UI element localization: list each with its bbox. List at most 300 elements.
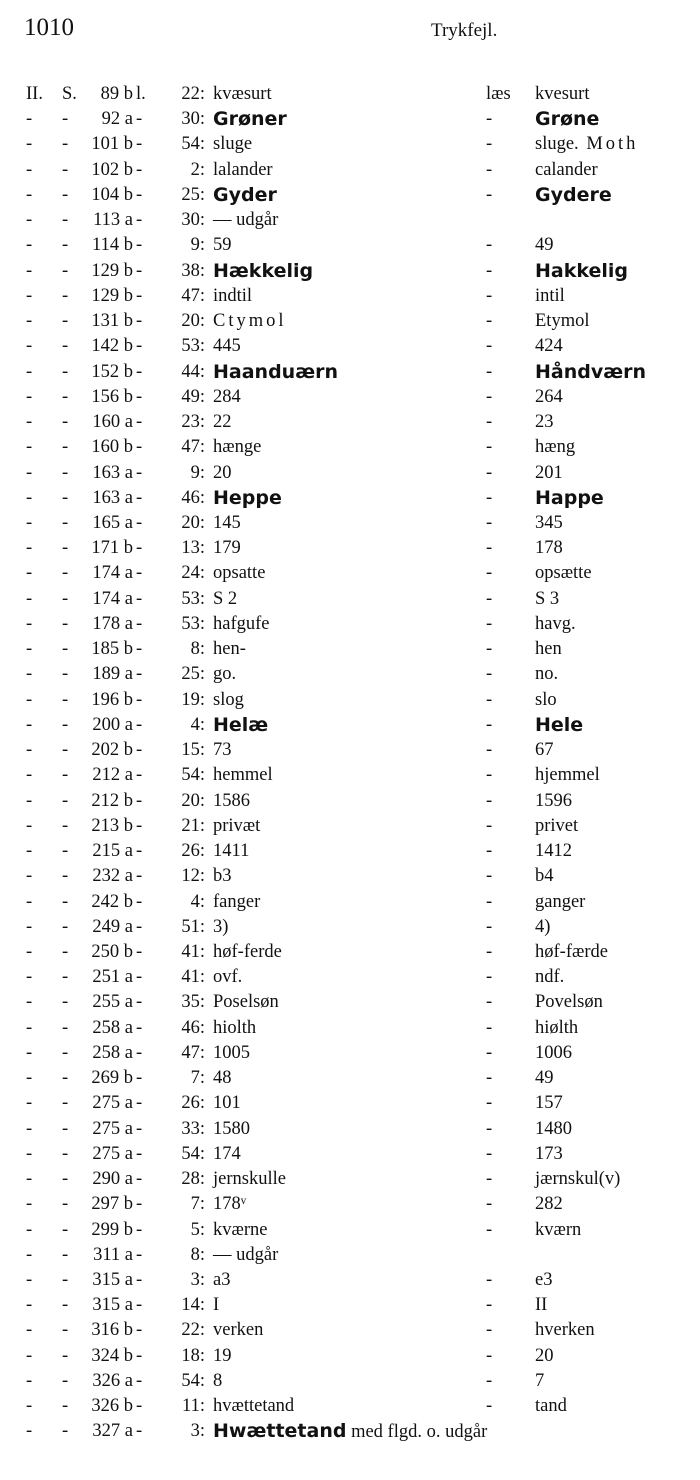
misprint-text	[213, 940, 282, 965]
section-marker: -	[62, 1320, 69, 1341]
misprint-word: 101	[213, 1093, 241, 1114]
line-reference: 54:	[181, 1370, 205, 1391]
correction-text	[535, 1192, 563, 1217]
misprint-text	[213, 1293, 219, 1318]
misprint-text	[213, 385, 241, 410]
page-reference: 213 b	[91, 815, 133, 836]
correction-text	[535, 864, 554, 889]
misprint-word: Gyder	[213, 183, 277, 206]
errata-row	[0, 763, 700, 788]
misprint-word: 22	[213, 412, 232, 433]
read-marker: -	[486, 1093, 493, 1114]
section-marker: -	[62, 1093, 69, 1114]
misprint-word: jernskulle	[213, 1169, 286, 1190]
page-reference: 275 a	[92, 1093, 133, 1114]
errata-row	[0, 1419, 700, 1444]
line-reference: 30:	[181, 109, 205, 130]
correction-text	[535, 587, 559, 612]
correction-word: Hele	[535, 713, 584, 736]
line-marker: -	[136, 311, 143, 332]
read-marker: -	[486, 714, 493, 735]
correction-word: 1412	[535, 841, 572, 862]
misprint-text	[213, 1091, 241, 1116]
correction-word: hjemmel	[535, 765, 600, 786]
volume-marker: -	[26, 941, 33, 962]
page-reference: 171 b	[91, 538, 133, 559]
section-marker: -	[62, 1219, 69, 1240]
read-marker: -	[486, 512, 493, 533]
volume-marker: -	[26, 563, 33, 584]
misprint-word: b3	[213, 866, 232, 887]
page-reference: 101 b	[91, 134, 133, 155]
errata-row	[0, 107, 700, 132]
misprint-text	[213, 1167, 286, 1192]
line-marker: -	[136, 1143, 143, 1164]
errata-row	[0, 259, 700, 284]
read-marker: -	[486, 336, 493, 357]
correction-word: 1006	[535, 1042, 572, 1063]
errata-row	[0, 1066, 700, 1091]
misprint-text	[213, 890, 260, 915]
errata-row	[0, 1218, 700, 1243]
page-reference: 142 b	[91, 336, 133, 357]
section-marker: -	[62, 1244, 69, 1265]
correction-word: hen	[535, 639, 562, 660]
read-marker: -	[486, 664, 493, 685]
line-marker: -	[136, 512, 143, 533]
misprint-text	[213, 486, 282, 512]
line-marker: -	[136, 714, 143, 735]
volume-marker: -	[26, 714, 33, 735]
misprint-text	[213, 435, 261, 460]
misprint-word: fanger	[213, 891, 261, 912]
page-reference: 212 b	[91, 790, 133, 811]
correction-text	[535, 688, 557, 713]
read-marker: -	[486, 1320, 493, 1341]
misprint-word: Poselsøn	[213, 992, 279, 1013]
correction-text	[535, 435, 575, 460]
line-marker: -	[136, 765, 143, 786]
errata-row	[0, 738, 700, 763]
line-reference: 20:	[181, 311, 205, 332]
correction-word: 20	[535, 1345, 554, 1366]
section-marker: -	[62, 916, 69, 937]
errata-row	[0, 360, 700, 385]
read-marker: -	[486, 563, 493, 584]
page-reference: 114 b	[92, 235, 133, 256]
errata-row	[0, 1318, 700, 1343]
misprint-word: 1580	[213, 1118, 250, 1139]
errata-row	[0, 1344, 700, 1369]
line-reference: 54:	[181, 765, 205, 786]
read-marker: -	[486, 311, 493, 332]
read-marker: -	[486, 1118, 493, 1139]
line-marker: -	[136, 588, 143, 609]
correction-word: 264	[535, 386, 563, 407]
errata-row	[0, 612, 700, 637]
misprint-word: go.	[213, 664, 237, 685]
volume-marker: -	[26, 462, 33, 483]
volume-marker: -	[26, 159, 33, 180]
section-marker: -	[62, 1042, 69, 1063]
line-marker: -	[136, 1295, 143, 1316]
errata-row	[0, 940, 700, 965]
errata-row	[0, 561, 700, 586]
section-marker: -	[62, 891, 69, 912]
line-marker: -	[136, 1370, 143, 1391]
line-marker: -	[136, 1421, 143, 1442]
correction-word: kvesurt	[535, 84, 590, 104]
misprint-text	[213, 915, 228, 940]
line-marker: -	[136, 992, 143, 1013]
volume-marker: -	[26, 891, 33, 912]
line-marker: -	[136, 841, 143, 862]
section-marker: -	[62, 260, 69, 281]
correction-word: 173	[535, 1143, 563, 1164]
read-marker: -	[486, 866, 493, 887]
line-marker: -	[136, 613, 143, 634]
correction-text	[535, 461, 563, 486]
correction-text	[535, 309, 589, 334]
volume-marker: -	[26, 487, 33, 508]
line-marker: -	[136, 790, 143, 811]
errata-row	[0, 990, 700, 1015]
page-reference: 311 a	[93, 1244, 133, 1265]
volume-marker: -	[26, 412, 33, 433]
read-marker: -	[486, 361, 493, 382]
line-marker: -	[136, 815, 143, 836]
read-marker: -	[486, 790, 493, 811]
correction-word: intil	[535, 285, 565, 306]
section-marker: -	[62, 790, 69, 811]
correction-word: 23	[535, 412, 554, 433]
correction-word: no.	[535, 664, 559, 685]
misprint-text	[213, 233, 232, 258]
page-reference: 251 a	[92, 967, 133, 988]
errata-row	[0, 1091, 700, 1116]
page-reference: 163 a	[92, 462, 133, 483]
misprint-text	[213, 814, 260, 839]
read-marker: -	[486, 538, 493, 559]
correction-word: 67	[535, 740, 554, 761]
correction-word: ndf.	[535, 967, 565, 988]
errata-row	[0, 839, 700, 864]
misprint-word: 178ᵛ	[213, 1194, 247, 1215]
errata-row	[0, 814, 700, 839]
volume-marker: -	[26, 512, 33, 533]
line-reference: 7:	[190, 1194, 205, 1215]
line-marker: -	[136, 538, 143, 559]
line-reference: 4:	[190, 714, 205, 735]
page-reference: 129 b	[91, 260, 133, 281]
correction-word: sluge.	[535, 134, 579, 155]
page-reference: 297 b	[91, 1194, 133, 1215]
page-reference: 299 b	[91, 1219, 133, 1240]
section-marker: -	[62, 1345, 69, 1366]
read-marker: -	[486, 1194, 493, 1215]
line-marker: -	[136, 639, 143, 660]
misprint-text	[213, 284, 252, 309]
misprint-word: hafgufe	[213, 613, 270, 634]
errata-row	[0, 536, 700, 561]
page-reference: 250 b	[91, 941, 133, 962]
read-marker: -	[486, 941, 493, 962]
correction-text	[535, 511, 563, 536]
line-reference: 11:	[182, 1396, 205, 1417]
read-marker: -	[486, 1345, 493, 1366]
misprint-text	[213, 410, 232, 435]
correction-text	[535, 1041, 572, 1066]
line-marker: -	[136, 1396, 143, 1417]
read-marker: -	[486, 1169, 493, 1190]
page-reference: 102 b	[91, 159, 133, 180]
correction-word: calander	[535, 159, 598, 180]
section-marker: -	[62, 361, 69, 382]
misprint-text	[213, 587, 237, 612]
misprint-word: 174	[213, 1143, 241, 1164]
volume-marker: -	[26, 664, 33, 685]
page-reference: 160 a	[92, 412, 133, 433]
errata-row	[0, 511, 700, 536]
line-reference: 28:	[181, 1169, 205, 1190]
page-reference: 326 a	[92, 1370, 133, 1391]
correction-word: 1480	[535, 1118, 572, 1139]
correction-text	[535, 360, 646, 386]
page-reference: 212 a	[92, 765, 133, 786]
misprint-text	[213, 561, 265, 586]
read-marker: -	[486, 588, 493, 609]
line-reference: 47:	[181, 1042, 205, 1063]
read-marker: -	[486, 285, 493, 306]
section-marker: -	[62, 311, 69, 332]
correction-word: 157	[535, 1093, 563, 1114]
volume-marker: -	[26, 613, 33, 634]
correction-word: ganger	[535, 891, 586, 912]
section-marker: S.	[62, 84, 77, 104]
misprint-text	[213, 208, 278, 233]
misprint-word: 59	[213, 235, 232, 256]
line-marker: -	[136, 740, 143, 761]
line-marker: -	[136, 361, 143, 382]
page-reference: 258 a	[92, 1017, 133, 1038]
correction-text	[535, 1293, 547, 1318]
volume-marker: -	[26, 1169, 33, 1190]
misprint-word: 145	[213, 512, 241, 533]
section-marker: -	[62, 1194, 69, 1215]
read-marker: -	[486, 967, 493, 988]
correction-text	[535, 814, 578, 839]
section-marker: -	[62, 235, 69, 256]
line-reference: 46:	[181, 1017, 205, 1038]
page-reference: 163 a	[92, 487, 133, 508]
errata-row	[0, 1268, 700, 1293]
correction-text	[535, 259, 628, 285]
misprint-text	[213, 1243, 278, 1268]
volume-marker: -	[26, 790, 33, 811]
correction-text	[535, 132, 638, 157]
correction-text	[535, 486, 604, 512]
line-marker: -	[136, 967, 143, 988]
page-reference: 215 a	[92, 841, 133, 862]
section-marker: -	[62, 386, 69, 407]
correction-text	[535, 1117, 572, 1142]
correction-word: tand	[535, 1396, 567, 1417]
misprint-text	[213, 1192, 246, 1217]
misprint-text	[213, 839, 249, 864]
errata-row	[0, 435, 700, 460]
misprint-text	[213, 789, 250, 814]
errata-row	[0, 410, 700, 435]
section-marker: -	[62, 1295, 69, 1316]
section-marker: -	[62, 714, 69, 735]
page-reference: 152 b	[91, 361, 133, 382]
errata-row	[0, 1117, 700, 1142]
line-marker: -	[136, 1270, 143, 1291]
errata-row	[0, 1243, 700, 1268]
page-reference: 156 b	[91, 386, 133, 407]
correction-text	[535, 915, 550, 940]
misprint-word: Hwættetand	[213, 1420, 347, 1443]
line-marker: -	[136, 1194, 143, 1215]
page-reference: 258 a	[92, 1042, 133, 1063]
line-marker: -	[136, 412, 143, 433]
section-marker: -	[62, 841, 69, 862]
errata-row	[0, 1369, 700, 1394]
errata-row	[0, 1293, 700, 1318]
misprint-text	[213, 183, 277, 209]
misprint-word: hvættetand	[213, 1396, 295, 1417]
line-reference: 8:	[190, 1244, 205, 1265]
correction-word: 7	[535, 1370, 545, 1391]
volume-marker: -	[26, 1244, 33, 1265]
section-marker: -	[62, 1118, 69, 1139]
read-marker: -	[486, 386, 493, 407]
line-marker: -	[136, 184, 143, 205]
volume-marker: -	[26, 841, 33, 862]
correction-text	[535, 1016, 578, 1041]
read-marker: -	[486, 765, 493, 786]
volume-marker: -	[26, 210, 33, 231]
correction-text	[535, 612, 576, 637]
misprint-word: 19	[213, 1345, 232, 1366]
section-marker: -	[62, 437, 69, 458]
errata-row	[0, 662, 700, 687]
errata-row	[0, 132, 700, 157]
correction-text	[535, 890, 585, 915]
volume-marker: -	[26, 689, 33, 710]
read-marker: -	[486, 260, 493, 281]
line-reference: 20:	[181, 790, 205, 811]
volume-marker: II.	[26, 84, 43, 104]
section-marker: -	[62, 1068, 69, 1089]
misprint-text	[213, 158, 273, 183]
page-reference: 232 a	[92, 866, 133, 887]
errata-row	[0, 385, 700, 410]
misprint-word: Haanduærn	[213, 360, 339, 383]
misprint-text	[213, 763, 273, 788]
correction-word: 201	[535, 462, 563, 483]
correction-word: Håndværn	[535, 360, 647, 383]
line-marker: -	[136, 386, 143, 407]
read-marker: -	[486, 462, 493, 483]
section-marker: -	[62, 512, 69, 533]
page-reference: 129 b	[91, 285, 133, 306]
misprint-text	[213, 1041, 250, 1066]
misprint-word: kvæsurt	[213, 84, 272, 104]
misprint-word: 48	[213, 1068, 232, 1089]
section-marker: -	[62, 159, 69, 180]
correction-word: slo	[535, 689, 557, 710]
line-reference: 30:	[181, 210, 205, 231]
section-marker: -	[62, 184, 69, 205]
misprint-word: verken	[213, 1320, 264, 1341]
page-reference: 315 a	[92, 1270, 133, 1291]
line-marker: -	[136, 1068, 143, 1089]
section-marker: -	[62, 613, 69, 634]
line-marker: -	[136, 285, 143, 306]
errata-row	[0, 334, 700, 359]
misprint-word: 3)	[213, 916, 229, 937]
line-marker: -	[136, 437, 143, 458]
correction-text	[535, 1091, 563, 1116]
misprint-text	[213, 511, 241, 536]
volume-marker: -	[26, 437, 33, 458]
read-marker: -	[486, 1295, 493, 1316]
volume-marker: -	[26, 1068, 33, 1089]
read-marker: -	[486, 992, 493, 1013]
misprint-text	[213, 309, 287, 334]
correction-text	[535, 1218, 581, 1243]
correction-word: hverken	[535, 1320, 595, 1341]
misprint-text	[213, 1394, 294, 1419]
line-reference: 53:	[181, 613, 205, 634]
page-reference: 104 b	[91, 184, 133, 205]
correction-text	[535, 763, 600, 788]
correction-text	[535, 1369, 544, 1394]
section-marker: -	[62, 740, 69, 761]
line-marker: -	[136, 487, 143, 508]
page-reference: 196 b	[91, 689, 133, 710]
line-marker: -	[136, 916, 143, 937]
section-marker: -	[62, 563, 69, 584]
misprint-word: Ctymol	[213, 311, 287, 332]
correction-word: privet	[535, 815, 579, 836]
correction-word: jærnskul(v)	[535, 1169, 621, 1190]
line-reference: 53:	[181, 336, 205, 357]
line-marker: -	[136, 260, 143, 281]
volume-marker: -	[26, 1118, 33, 1139]
page-reference: 315 a	[92, 1295, 133, 1316]
correction-text	[535, 1268, 552, 1293]
read-marker: -	[486, 613, 493, 634]
correction-word: opsætte	[535, 563, 592, 584]
correction-text	[535, 1066, 554, 1091]
correction-text	[535, 385, 563, 410]
correction-word: Povelsøn	[535, 992, 603, 1013]
volume-marker: -	[26, 588, 33, 609]
line-marker: -	[136, 664, 143, 685]
errata-row	[0, 233, 700, 258]
read-marker: -	[486, 1042, 493, 1063]
volume-marker: -	[26, 740, 33, 761]
misprint-text	[213, 132, 252, 157]
misprint-word: S 2	[213, 588, 238, 609]
errata-row	[0, 915, 700, 940]
errata-row	[0, 461, 700, 486]
misprint-word: hen-	[213, 639, 246, 660]
section-marker: -	[62, 1169, 69, 1190]
misprint-text	[213, 713, 268, 739]
